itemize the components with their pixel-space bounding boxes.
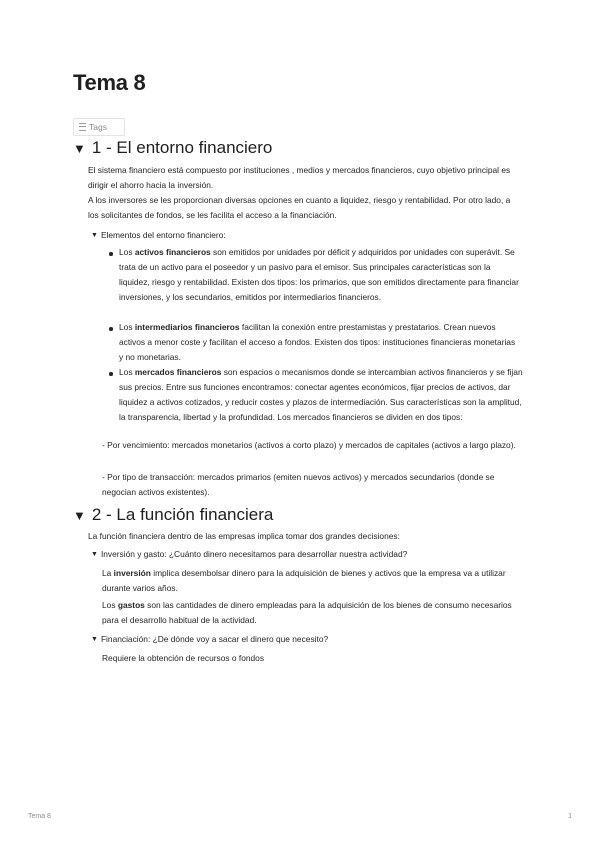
footer-page-number: 1 <box>568 813 572 820</box>
footer-title: Tema 8 <box>28 813 51 820</box>
bullet-dot-icon <box>109 372 113 376</box>
dash-transaccion: - Por tipo de transacción: mercados primarios (emiten nuevos activos) y mercados secundarios (donde se negocian activos existentes). <box>102 472 495 497</box>
paragraph-financiacion: Requiere la obtención de recursos o fondos <box>102 653 265 663</box>
toggle-inversion-label: Inversión y gasto: ¿Cuánto dinero necesitamos para desarrollar nuestra actividad? <box>100 549 408 559</box>
toggle-elementos[interactable] <box>91 228 226 243</box>
toggle-triangle-icon[interactable]: ▼ <box>91 551 98 558</box>
paragraph-gastos: Los gastos son las cantidades de dinero empleadas para la adquisición de los bienes de consumo necesarios para el desarrollo habitual de la actividad. <box>102 600 512 625</box>
section-1-title: 1 - El entorno financiero <box>91 138 273 157</box>
toggle-triangle-icon[interactable]: ▼ <box>91 232 98 239</box>
bullet-activos: Los activos financieros son emitidos por unidades por déficit y adquiridos por unidades con superávit. Se trata de un activo para el poseedor y un pasivo para el emisor. Sus principales características son la liquidez, riesgo y rentabilidad. Existen dos tipos: los primarios, que son emitidos directamente para financiar inversiones, y los secundarios, emitidos por intermediarios financieros. <box>119 247 519 302</box>
page-title: Tema 8 <box>73 70 146 95</box>
bullet-dot-icon <box>109 252 113 256</box>
section-2-heading[interactable] <box>73 505 273 525</box>
tags-property[interactable] <box>73 118 125 136</box>
bullet-intermediarios: Los intermediarios financieros facilitan la conexión entre prestamistas y prestatarios. Crean nuevos activos a menor coste y facilitan el acceso a fondos. Existen dos tipos: instituciones financieras monetarias y no monetarias. <box>119 322 516 362</box>
toggle-triangle-icon[interactable]: ▼ <box>73 140 86 156</box>
toggle-elementos-label: Elementos del entorno financiero: <box>100 230 226 240</box>
toggle-financiacion-label: Financiación: ¿De dónde voy a sacar el dinero que necesito? <box>100 634 329 644</box>
paragraph-inversion: La inversión implica desembolsar dinero para la adquisición de bienes y activos que la empresa va a utilizar durante varios años. <box>102 568 506 593</box>
section-1-heading[interactable] <box>73 138 272 158</box>
section-2-title: 2 - La función financiera <box>91 505 274 524</box>
toggle-inversion[interactable] <box>91 547 407 562</box>
section-1-intro-2: A los inversores se les proporcionan diversas opciones en cuanto a liquidez, riesgo y rentabilidad. Por otro lado, a los solicitantes de fondos, se les facilita el acceso a la financiación. <box>88 195 511 220</box>
section-2-intro: La función financiera dentro de las empresas implica tomar dos grandes decisiones: <box>88 531 400 541</box>
toggle-triangle-icon[interactable]: ▼ <box>73 507 86 523</box>
list-icon <box>79 123 86 131</box>
bullet-dot-icon <box>109 327 113 331</box>
dash-vencimiento: - Por vencimiento: mercados monetarios (activos a corto plazo) y mercados de capitales (activos a largo plazo). <box>102 440 516 450</box>
toggle-triangle-icon[interactable]: ▼ <box>91 636 98 643</box>
tags-label: Tags <box>89 122 107 132</box>
toggle-financiacion[interactable] <box>91 632 328 647</box>
section-1-intro-1: El sistema financiero está compuesto por instituciones , medios y mercados financieros, cuyo objetivo principal es dirigir el ahorro hacia la inversión. <box>88 165 511 190</box>
bullet-mercados: Los mercados financieros son espacios o mecanismos donde se intercambian activos financieros y se fijan sus precios. Entre sus funciones encontramos: conectar agentes económicos, fijar precios de activos, dar liquidez a activos cotizados, y reducir costes y plazos de intermediación. Sus características son la amplitud, la transparencia, libertad y la profundidad. Los mercados financieros se dividen en dos tipos: <box>119 367 523 422</box>
